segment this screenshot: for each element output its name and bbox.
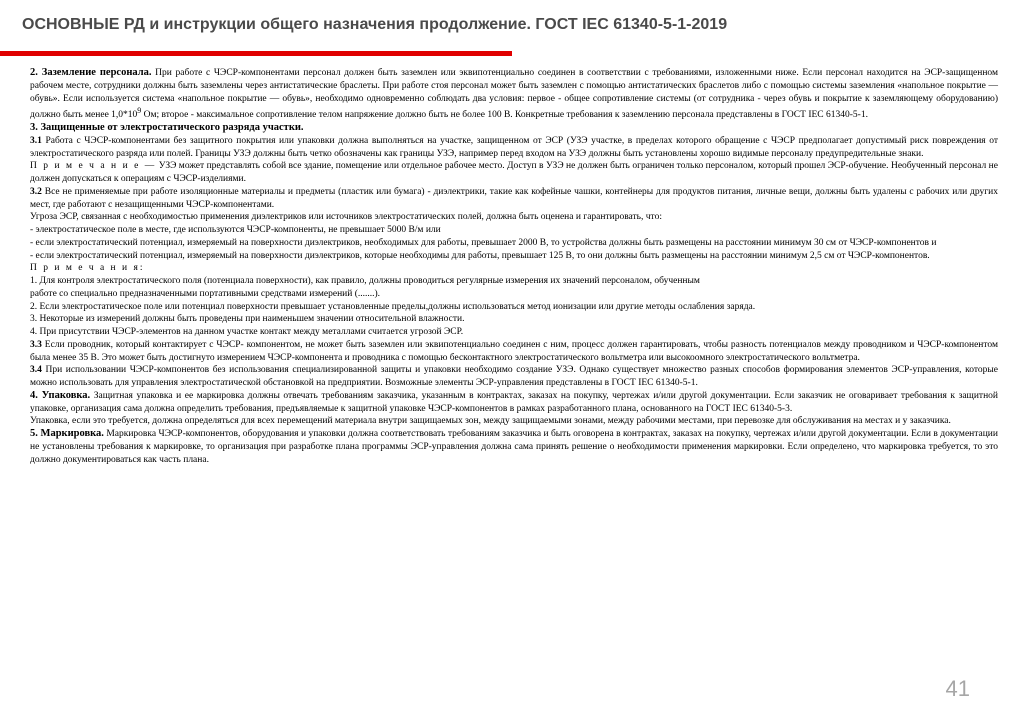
document-body (30, 67, 998, 466)
paragraph-3-4: 3.4 При использовании ЧЭСР-компонентов без использования специализированной защиты и упаковки необходимо создание УЗЭ. Однако существует множество разных способов формирования элементов ЭСР-управления, которые можно использовать для управления электростатической обстановкой на предприятии. Возможные элементы ЭСР-управления представлены в ГОСТ IEC 61340-5-1. (30, 365, 998, 389)
note-item: 2. Если электростатическое поле или потенциал поверхности превышает установленные пределы,должны использоваться метод ионизации или другие методы ослабления заряда. (30, 301, 756, 312)
note-label: П р и м е ч а н и е — (30, 161, 157, 172)
paragraph-number: 3.3 (30, 339, 42, 350)
notes-label: П р и м е ч а н и я: (30, 263, 145, 274)
section-5-paragraph: 5. Маркировка. Маркировка ЧЭСР-компонентов, оборудования и упаковки должна соответствовать требованиям заказчика и быть оговорена в контрактах, заказах на покупку, чертежах и/или другой документации. Если в документации не установлены требования к маркировке, то организация при разработке плана программы ЭСР-управления должна сама принять решение о необходимости применения маркировки. Если определено, что маркировка требуется, то это должно документироваться как часть плана. (30, 428, 998, 465)
section-3-heading: 3. Защищенные от электростатического разряда участки. (30, 122, 304, 134)
note-item: 3. Некоторые из измерений должны быть проведены при наименьшем значении относительной влажности. (30, 314, 465, 325)
paragraph-number: 3.2 (30, 186, 42, 197)
note-item: 4. При присутствии ЧЭСР-элементов на данном участке контакт между металлами считается угрозой ЭСР. (30, 327, 464, 338)
list-item: - электростатическое поле в месте, где используются ЧЭСР-компоненты, не превышает 5000 В/м или (30, 225, 441, 236)
exponent: 9 (137, 106, 142, 116)
section-2-heading: 2. Заземление персонала. (30, 67, 152, 78)
paragraph-3-3: 3.3 Если проводник, который контактирует с ЧЭСР- компонентом, не может быть заземлен или эквипотенциально соединен с ним, процесс должен гарантировать, чтобы разность потенциалов между проводником и ЧЭСР-компонентом была менее 35 В. Это может быть достигнуто измерением ЧЭСР-компонента и проводника с помощью бесконтактного электростатического вольтметра или высокоомного электростатического вольтметра. (30, 339, 998, 363)
paragraph-number: 3.4 (30, 365, 42, 376)
note-3-1: П р и м е ч а н и е — УЗЭ может представлять собой все здание, помещение или отдельное рабочее место. Доступ в УЗЭ не должен быть ограничен только персоналом, который прошел ЭСР-обучение. Необученный персонал не должен допускаться к операциям с ЧЭСР-изделиями. (30, 161, 998, 185)
section-2-text-end: Ом; второе - максимальное сопротивление телом напряжение должно быть не более 100 В. Конкретные требования к заземлению персонала представлены в ГОСТ IEC 61340-5-1. (141, 110, 868, 121)
page-number: 41 (945, 676, 970, 701)
section-2-paragraph (30, 67, 998, 122)
threat-paragraph: Угроза ЭСР, связанная с необходимостью применения диэлектриков или источников электростатических полей, должна быть оценена и гарантировать, что: (30, 212, 662, 223)
section-5-heading: 5. Маркировка. (30, 428, 104, 440)
section-2-text: При работе с ЧЭСР-компонентами персонал должен быть заземлен или эквипотенциально соединен в соответствии с требованиями, изложенными ниже. Если персонал находится на ЭСР-защищенном рабочем месте, сотрудники должны быть заземлены через антистатические браслеты. При работе стоя персонал может быть заземлен с помощью антистатических браслетов либо с помощью системы заземления «напольное покрытие — обувь». Если используется система «напольное покрытие — обувь», необходимо одновременно соблюдать два условия: первое - общее сопротивление системы (от сотрудника - через обувь и покрытие к заземляющему оборудованию) должно быть менее 1,0*10 (30, 68, 998, 121)
paragraph-3-1: 3.1 Работа с ЧЭСР-компонентами без защитного покрытия или упаковки должна выполняться на участке, защищенном от ЭСР (УЗЭ участке, в пределах которого обращение с ЧЭСР предполагает допустимый риск повреждения от электростатического разряда или полей. Границы УЗЭ должны быть четко обозначены как границы УЗЭ, например перед входом на УЗЭ должны быть установлены хорошо видимые персоналу предупредительные знаки. (30, 135, 998, 159)
paragraph-number: 3.1 (30, 135, 42, 146)
note-item: работе со специально предназначенными портативными средствами измерений (.......). (30, 288, 381, 299)
list-item: - если электростатический потенциал, измеряемый на поверхности диэлектриков, необходимых для работы, превышает 2000 В, то устройства должны быть размещены на расстоянии минимум 30 см от ЧЭСР-компонентов и (30, 237, 937, 248)
paragraph-3-2: 3.2 Все не применяемые при работе изоляционные материалы и предметы (пластик или бумага) - диэлектрики, такие как кофейные чашки, контейнеры для продуктов питания, личные вещи, должны быть удалены с рабочих или других мест, где работают с незащищенными ЧЭСР-компонентами. (30, 186, 998, 210)
section-4-paragraph: 4. Упаковка. Защитная упаковка и ее маркировка должны отвечать требованиям заказчика, указанным в контрактах, заказах на покупку, чертежах и/или другой документации. Если заказчик не оговаривает требования к защитной упаковке, организация сама должна определить требования, предъявляемые к защитной упаковке ЧЭСР-компонентов в рамках разработанного плана, основанного на ГОСТ IEC 61340-5-3. (30, 389, 999, 414)
section-4-heading: 4. Упаковка. (30, 389, 91, 401)
slide-title: ОСНОВНЫЕ РД и инструкции общего назначения продолжение. ГОСТ IEC 61340-5-1-2019 (22, 16, 728, 33)
list-item: - если электростатический потенциал, измеряемый на поверхности диэлектриков, которые необходимы для работы, превышает 125 В, то они должны быть размещены на расстоянии минимум 2,5 см от ЧЭСР-компонентов. (30, 250, 930, 261)
note-item: 1. Для контроля электростатического поля (потенциала поверхности), как правило, должны проводиться регулярные измерения их значений персоналом, обученным (30, 276, 700, 287)
title-underline (0, 51, 512, 56)
section-4-paragraph-2: Упаковка, если это требуется, должна определяться для всех перемещений материала внутри защищаемых зон, между защищаемыми зонами, между рабочими местами, при перевозке для обслуживания на местах и у заказчика. (30, 416, 951, 427)
